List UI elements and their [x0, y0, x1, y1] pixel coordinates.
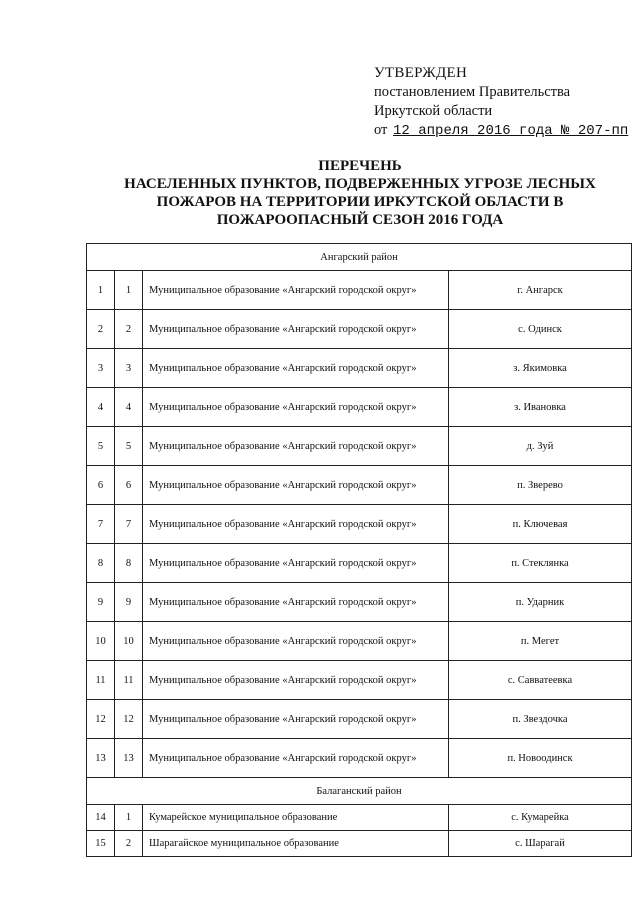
- district-row-number: 7: [115, 505, 143, 544]
- table-row: [87, 466, 632, 505]
- municipality-name: Муниципальное образование «Ангарский городской округ»: [143, 739, 449, 778]
- table-row: [87, 271, 632, 310]
- settlement-name: с. Шарагай: [449, 831, 632, 857]
- title-line-4: ПОЖАРООПАСНЫЙ СЕЗОН 2016 ГОДА: [216, 212, 504, 228]
- table-row: [87, 583, 632, 622]
- district-row-number: 4: [115, 388, 143, 427]
- settlement-name: п. Ударник: [449, 583, 632, 622]
- table-row: [87, 831, 632, 857]
- row-number: 4: [87, 388, 115, 427]
- district-row-number: 11: [115, 661, 143, 700]
- municipality-name: Муниципальное образование «Ангарский городской округ»: [143, 583, 449, 622]
- municipality-name: Муниципальное образование «Ангарский городской округ»: [143, 700, 449, 739]
- settlement-name: д. Зуй: [449, 427, 632, 466]
- row-number: 10: [87, 622, 115, 661]
- settlement-name: з. Ивановка: [449, 388, 632, 427]
- district-row-number: 5: [115, 427, 143, 466]
- settlement-name: п. Зверево: [449, 466, 632, 505]
- settlement-name: п. Ключевая: [449, 505, 632, 544]
- approval-title: УТВЕРЖДЕН: [374, 65, 468, 81]
- approval-line-1: постановлением Правительства: [374, 84, 571, 100]
- settlement-name: п. Звездочка: [449, 700, 632, 739]
- settlement-name: с. Кумарейка: [449, 805, 632, 831]
- settlement-name: п. Мегет: [449, 622, 632, 661]
- municipality-name: Муниципальное образование «Ангарский городской округ»: [143, 349, 449, 388]
- table-row: [87, 739, 632, 778]
- municipality-name: Муниципальное образование «Ангарский городской округ»: [143, 544, 449, 583]
- municipality-name: Муниципальное образование «Ангарский городской округ»: [143, 271, 449, 310]
- settlement-name: з. Якимовка: [449, 349, 632, 388]
- table-row: [87, 805, 632, 831]
- title-line-1: ПЕРЕЧЕНЬ: [318, 158, 402, 174]
- row-number: 14: [87, 805, 115, 831]
- table-row: [87, 388, 632, 427]
- district-name: Ангарский район: [87, 244, 632, 271]
- district-row-number: 8: [115, 544, 143, 583]
- municipality-name: Кумарейское муниципальное образование: [143, 805, 449, 831]
- district-row-number: 1: [115, 271, 143, 310]
- row-number: 15: [87, 831, 115, 857]
- approval-date-row: [374, 121, 628, 141]
- row-number: 2: [87, 310, 115, 349]
- table-row: [87, 310, 632, 349]
- document-title: [90, 157, 630, 229]
- title-line-2: НАСЕЛЕННЫХ ПУНКТОВ, ПОДВЕРЖЕННЫХ УГРОЗЕ ЛЕСНЫХ: [124, 176, 596, 192]
- district-row-number: 13: [115, 739, 143, 778]
- district-row-number: 10: [115, 622, 143, 661]
- table-row: [87, 505, 632, 544]
- district-row-number: 6: [115, 466, 143, 505]
- table-row: [87, 349, 632, 388]
- table-row: [87, 427, 632, 466]
- district-header-row: [87, 778, 632, 805]
- settlement-name: п. Новоодинск: [449, 739, 632, 778]
- row-number: 3: [87, 349, 115, 388]
- approval-stamp: [374, 64, 628, 141]
- municipality-name: Шарагайское муниципальное образование: [143, 831, 449, 857]
- table-row: [87, 661, 632, 700]
- row-number: 6: [87, 466, 115, 505]
- row-number: 9: [87, 583, 115, 622]
- row-number: 5: [87, 427, 115, 466]
- municipality-name: Муниципальное образование «Ангарский городской округ»: [143, 622, 449, 661]
- district-header-row: [87, 244, 632, 271]
- row-number: 11: [87, 661, 115, 700]
- title-line-3: ПОЖАРОВ НА ТЕРРИТОРИИ ИРКУТСКОЙ ОБЛАСТИ В: [156, 194, 564, 210]
- district-name: Балаганский район: [87, 778, 632, 805]
- settlements-table: [86, 243, 632, 857]
- approval-date-value: 12 апреля 2016 года № 207-пп: [393, 123, 629, 139]
- row-number: 12: [87, 700, 115, 739]
- district-row-number: 9: [115, 583, 143, 622]
- row-number: 13: [87, 739, 115, 778]
- table-row: [87, 544, 632, 583]
- municipality-name: Муниципальное образование «Ангарский городской округ»: [143, 505, 449, 544]
- settlement-name: с. Одинск: [449, 310, 632, 349]
- settlement-name: п. Стеклянка: [449, 544, 632, 583]
- settlement-name: г. Ангарск: [449, 271, 632, 310]
- table-row: [87, 700, 632, 739]
- municipality-name: Муниципальное образование «Ангарский городской округ»: [143, 388, 449, 427]
- approval-date-prefix: от: [374, 122, 388, 138]
- table-row: [87, 622, 632, 661]
- row-number: 8: [87, 544, 115, 583]
- district-row-number: 3: [115, 349, 143, 388]
- district-row-number: 12: [115, 700, 143, 739]
- municipality-name: Муниципальное образование «Ангарский городской округ»: [143, 310, 449, 349]
- row-number: 7: [87, 505, 115, 544]
- municipality-name: Муниципальное образование «Ангарский городской округ»: [143, 466, 449, 505]
- row-number: 1: [87, 271, 115, 310]
- municipality-name: Муниципальное образование «Ангарский городской округ»: [143, 427, 449, 466]
- district-row-number: 2: [115, 831, 143, 857]
- municipality-name: Муниципальное образование «Ангарский городской округ»: [143, 661, 449, 700]
- settlement-name: с. Савватеевка: [449, 661, 632, 700]
- district-row-number: 1: [115, 805, 143, 831]
- approval-line-2: Иркутской области: [374, 103, 493, 119]
- district-row-number: 2: [115, 310, 143, 349]
